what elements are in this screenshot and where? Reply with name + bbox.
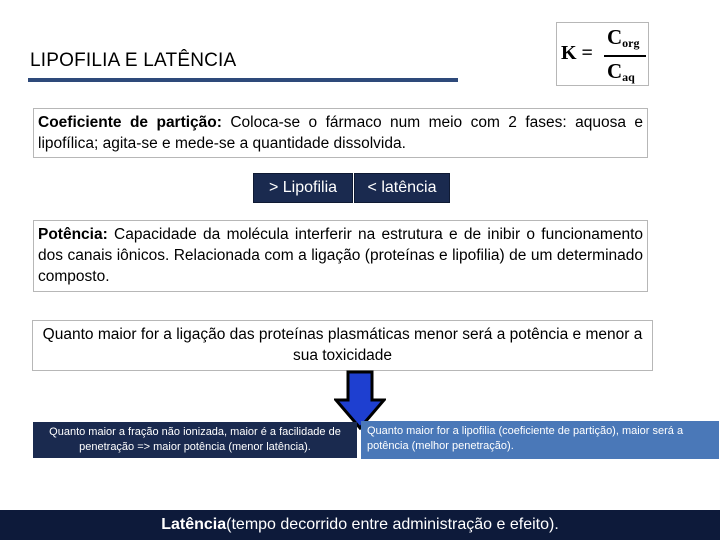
- lipophilia-potency-box: [361, 421, 719, 459]
- non-ionized-fraction-box: [33, 422, 357, 458]
- formula-fraction-bar: [604, 55, 646, 57]
- latency-chip: < latência: [354, 173, 450, 203]
- formula-denominator: [607, 59, 635, 85]
- page-title: LIPOFILIA E LATÊNCIA: [30, 50, 237, 71]
- lipophilia-chip: > Lipofilia: [253, 173, 353, 203]
- protein-binding-text: Quanto maior for a ligação das proteínas plasmáticas menor será a potência e menor a sua toxicidade: [42, 326, 643, 364]
- partition-coefficient-term: Coeficiente de partição:: [38, 114, 222, 131]
- formula-lhs: K =: [561, 42, 593, 64]
- formula-denominator-subscript: aq: [622, 70, 635, 84]
- formula-numerator-subscript: org: [622, 36, 640, 50]
- potency-term: Potência:: [38, 226, 108, 243]
- partition-coefficient-formula: [556, 22, 649, 86]
- lipophilia-potency-text: Quanto maior for a lipofilia (coeficiente de partição), maior será a potência (melhor penetração).: [367, 425, 684, 452]
- formula-denominator-symbol: C: [607, 59, 623, 83]
- non-ionized-fraction-text: Quanto maior a fração não ionizada, maior é a facilidade de penetração => maior potência (menor latência).: [49, 426, 341, 453]
- potency-text: Capacidade da molécula interferir na estrutura e de inibir o funcionamento dos canais iônicos. Relacionada com a ligação (proteínas e lipofilia) de um determinado composto.: [38, 226, 643, 285]
- formula-numerator: [607, 25, 640, 51]
- formula-numerator-symbol: C: [607, 25, 623, 49]
- latency-definition-text: (tempo decorrido entre administração e efeito).: [226, 516, 559, 533]
- protein-binding-box: [32, 320, 653, 371]
- latency-term: Latência: [161, 516, 227, 533]
- partition-coefficient-text: Coloca-se o fármaco num meio com 2 fases: aquosa e lipofílica; agita-se e mede-se a quantidade dissolvida.: [38, 114, 643, 152]
- title-underline: [28, 78, 458, 82]
- potency-box: [33, 220, 648, 292]
- partition-coefficient-box: [33, 108, 648, 158]
- latency-definition-footer: [0, 510, 720, 540]
